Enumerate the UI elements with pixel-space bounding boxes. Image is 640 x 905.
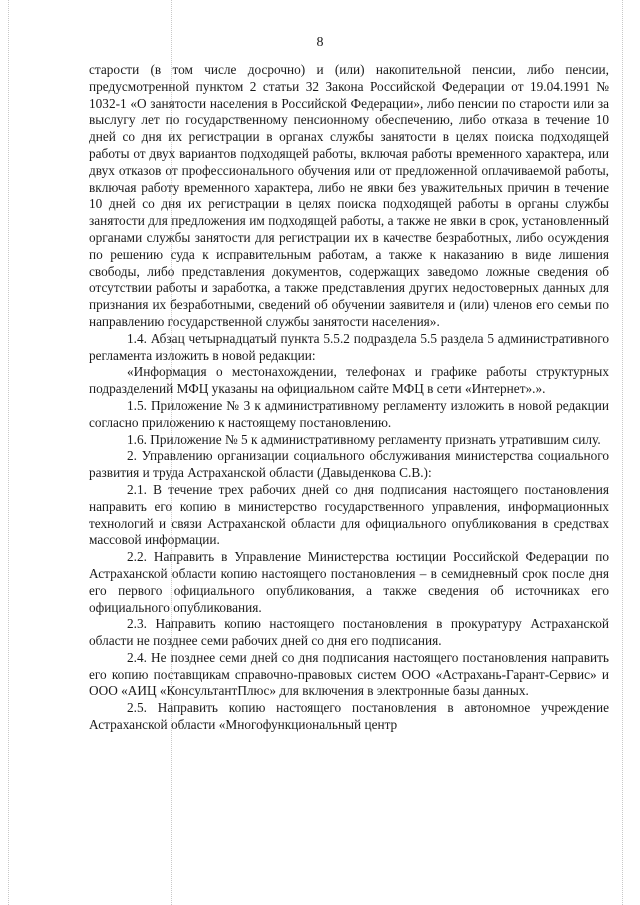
paragraph-quote-info: «Информация о местонахождении, телефонах и графике работы структурных подразделений МФЦ указаны на официальном сайте МФЦ в сети «Интернет».». [89,364,609,397]
paragraph-2-4: 2.4. Не позднее семи дней со дня подписания настоящего постановления направить его копию поставщикам справочно-правовых систем ООО «Астрахань-Гарант-Сервис» и ООО «АИЦ «КонсультантПлюс» для включения в электронные базы данных. [89,649,609,699]
paragraph-2-5: 2.5. Направить копию настоящего постановления в автономное учреждение Астраханской области «Многофункциональный центр [89,700,609,733]
paragraph-2: 2. Управлению организации социального обслуживания министерства социального развития и труда Астраханской области (Давыденкова С.В.): [89,448,609,481]
paragraph-1-6: 1.6. Приложение № 5 к административному регламенту признать утратившим силу. [127,431,601,447]
paragraph-1-5: 1.5. Приложение № 3 к административному регламенту изложить в новой редакции согласно приложению к настоящему постановлению. [89,397,609,430]
paragraph-1-4: 1.4. Абзац четырнадцатый пункта 5.5.2 подраздела 5.5 раздела 5 административного регламента изложить в новой редакции: [89,330,609,363]
paragraph-continuation: старости (в том числе досрочно) и (или) накопительной пенсии, либо пенсии, предусмотренной пунктом 2 статьи 32 Закона Российской Федерации от 19.04.1991 № 1032-1 «О занятости населения в Российской Федерации», либо пенсии по старости или за выслугу лет по государственному пенсионному обеспечению, либо отказа в течение 10 дней со дня их регистрации в органах службы занятости в целях поиска подходящей работы от двух вариантов подходящей работы, включая работы временного характера, или двух отказов от профессионального обучения или от предложенной оплачиваемой работы, включая работу временного характера, либо не явки без уважительных причин в течение 10 дней со дня их регистрации в целях поиска подходящей работы в органы службы занятости для предложения им подходящей работы, а также не явки в срок, установленный органами службы занятости для регистрации их в качестве безработных, либо осуждения по решению суда к исправительным работам, а также к наказанию в виде лишения свободы, либо представления документов, содержащих заведомо ложные сведения об отсутствии работы и заработка, а также представления других недостоверных данных для признания их безработными, сведений об обучении заявителя и (или) членов его семьи по направлению государственной службы занятости населения». [89,62,609,329]
scan-artifact-line-right [622,0,623,905]
scan-artifact-line-left [8,0,9,905]
paragraph-2-1: 2.1. В течение трех рабочих дней со дня подписания настоящего постановления направить его копию в министерство государственного управления, информационных технологий и связи Астраханской области для официального опубликования в средствах массовой информации. [89,481,609,548]
paragraph-2-2: 2.2. Направить в Управление Министерства юстиции Российской Федерации по Астраханской области копию настоящего постановления – в семидневный срок после дня его первого официального опубликования, а также сведения об источниках его официального опубликования. [89,549,609,615]
page-number: 8 [316,35,324,50]
paragraph-2-3: 2.3. Направить копию настоящего постановления в прокуратуру Астраханской области не позднее семи рабочих дней со дня его подписания. [89,616,609,649]
document-body [89,62,609,734]
